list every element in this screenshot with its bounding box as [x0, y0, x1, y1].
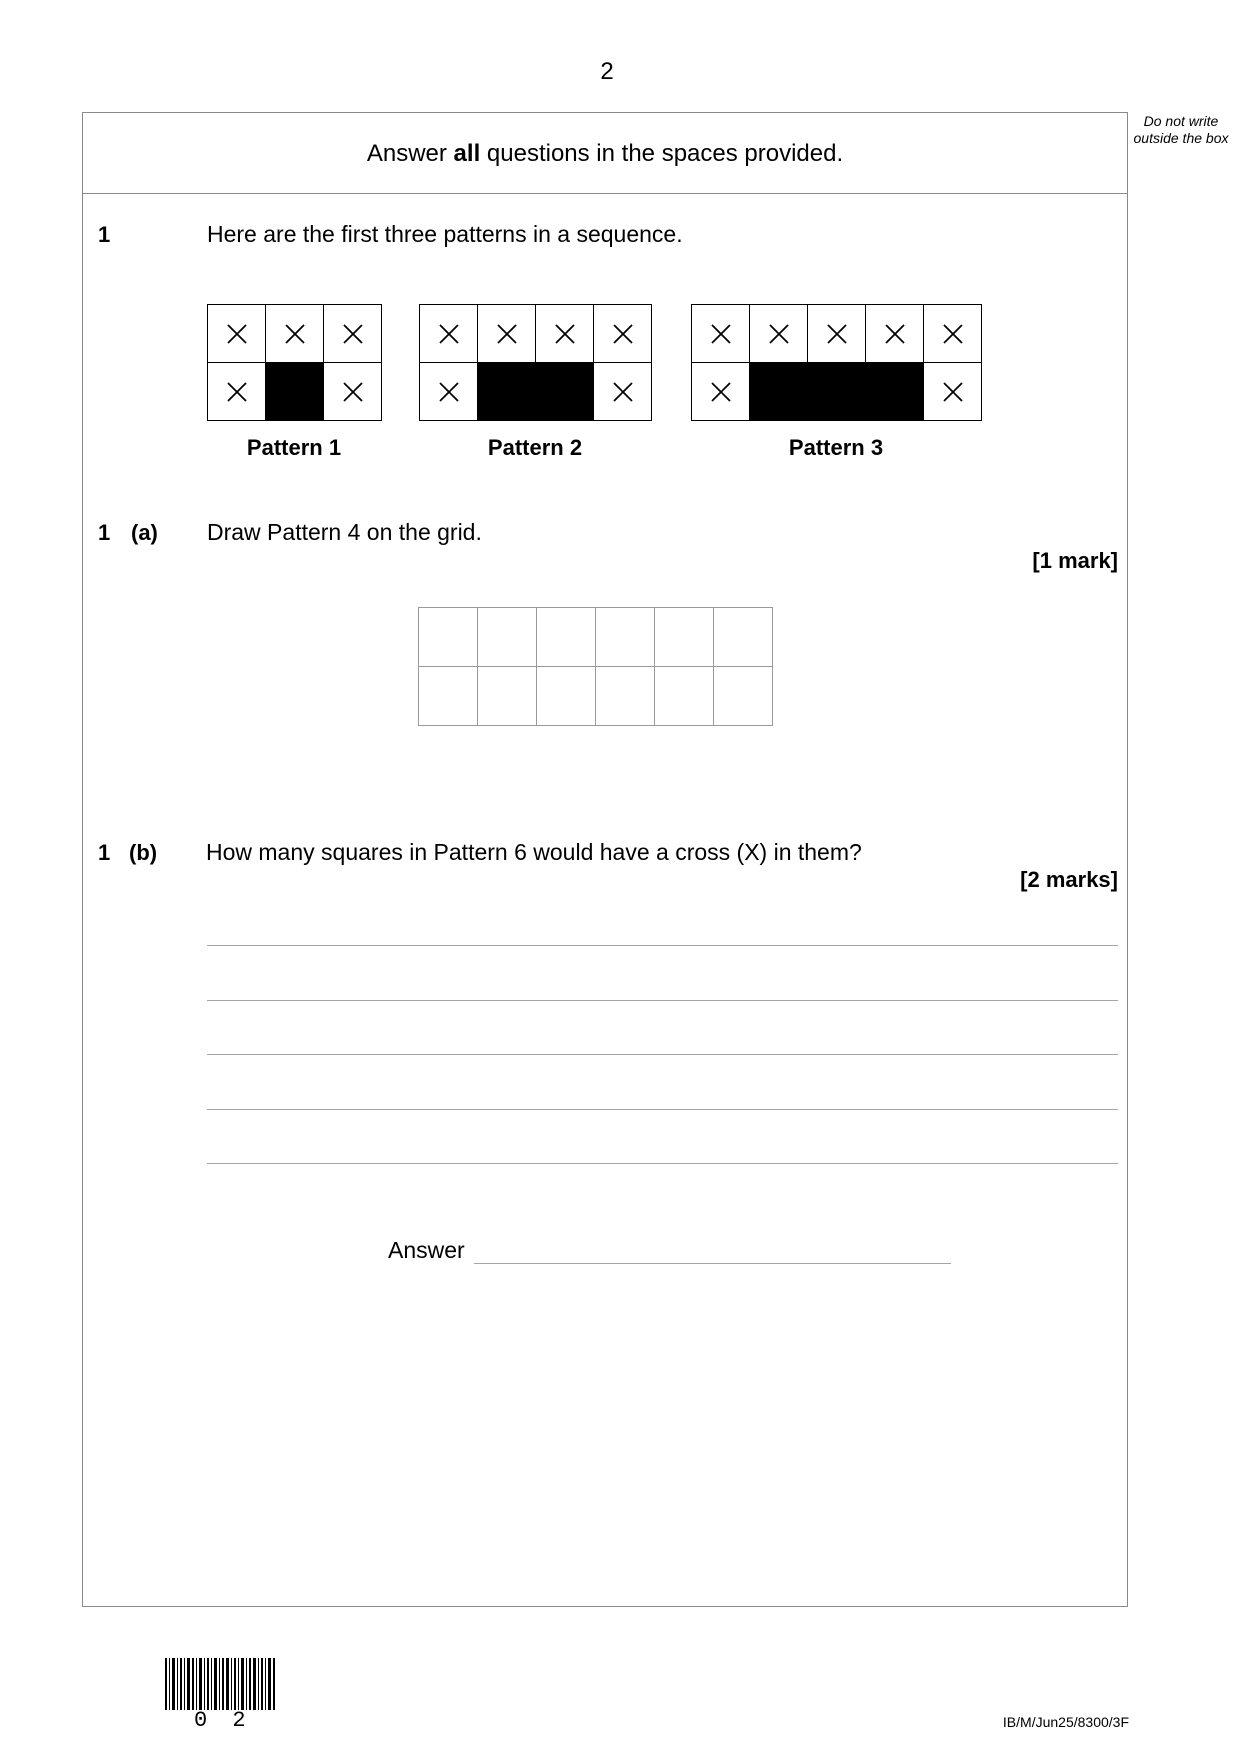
cross-icon — [612, 323, 634, 345]
working-line[interactable] — [207, 1109, 1118, 1110]
page-number: 2 — [600, 58, 614, 85]
instructions-text-2: questions in the spaces provided. — [480, 140, 844, 167]
part-a-number: 1 — [98, 520, 111, 545]
working-line[interactable] — [207, 1054, 1118, 1055]
barcode — [165, 1658, 277, 1710]
cross-icon — [438, 323, 460, 345]
cross-icon — [942, 381, 964, 403]
cross-icon — [826, 323, 848, 345]
question-number: 1 — [98, 222, 111, 247]
cross-square — [594, 305, 652, 363]
answer-label: Answer — [388, 1237, 465, 1263]
cross-square — [208, 305, 266, 363]
working-line[interactable] — [207, 945, 1118, 946]
shaded-square — [750, 363, 808, 421]
cross-square — [692, 363, 750, 421]
grid-cell[interactable] — [478, 608, 537, 667]
shaded-square — [808, 363, 866, 421]
instructions-text-1: Answer — [366, 140, 454, 167]
pattern-label: Pattern 2 — [487, 435, 583, 460]
grid-cell[interactable] — [419, 608, 478, 667]
part-b-marks: [2 marks] — [1020, 867, 1118, 892]
cross-icon — [612, 381, 634, 403]
grid-cell[interactable] — [714, 608, 773, 667]
cross-square — [420, 305, 478, 363]
cross-square — [420, 363, 478, 421]
header-divider — [82, 193, 1128, 194]
cross-square — [208, 363, 266, 421]
grid-cell[interactable] — [537, 667, 596, 726]
cross-icon — [554, 323, 576, 345]
cross-square — [808, 305, 866, 363]
part-a-label: (a) — [131, 520, 158, 545]
pattern-label: Pattern 1 — [246, 435, 342, 460]
shaded-square — [536, 363, 594, 421]
shaded-square — [266, 363, 324, 421]
cross-icon — [768, 323, 790, 345]
pattern-label: Pattern 3 — [788, 435, 884, 460]
cross-icon — [884, 323, 906, 345]
cross-square — [692, 305, 750, 363]
shaded-square — [866, 363, 924, 421]
grid-cell[interactable] — [596, 608, 655, 667]
part-b-text: How many squares in Pattern 6 would have a cross (X) in them? — [206, 839, 862, 865]
shaded-square — [478, 363, 536, 421]
grid-cell[interactable] — [478, 667, 537, 726]
part-a-text: Draw Pattern 4 on the grid. — [207, 519, 482, 545]
cross-icon — [496, 323, 518, 345]
pattern-2-diagram — [419, 304, 652, 421]
grid-cell[interactable] — [655, 667, 714, 726]
cross-icon — [438, 381, 460, 403]
instructions — [82, 140, 1128, 168]
instructions-emphasis: all — [453, 140, 481, 167]
grid-cell[interactable] — [537, 608, 596, 667]
cross-icon — [342, 381, 364, 403]
cross-icon — [226, 323, 248, 345]
cross-square — [536, 305, 594, 363]
cross-square — [324, 305, 382, 363]
cross-square — [478, 305, 536, 363]
part-b-number: 1 — [98, 840, 111, 865]
answer-line[interactable] — [474, 1263, 951, 1264]
part-b-label: (b) — [129, 840, 158, 865]
cross-square — [266, 305, 324, 363]
cross-icon — [710, 323, 732, 345]
cross-icon — [710, 381, 732, 403]
working-line[interactable] — [207, 1163, 1118, 1164]
grid-cell[interactable] — [419, 667, 478, 726]
margin-note: Do not write outside the box — [1133, 113, 1229, 146]
cross-icon — [284, 323, 306, 345]
paper-reference: IB/M/Jun25/8300/3F — [1002, 1714, 1129, 1730]
cross-icon — [342, 323, 364, 345]
cross-icon — [942, 323, 964, 345]
grid-cell[interactable] — [596, 667, 655, 726]
cross-square — [750, 305, 808, 363]
pattern-1-diagram — [207, 304, 382, 421]
cross-square — [924, 363, 982, 421]
pattern-4-grid[interactable] — [418, 607, 773, 726]
cross-square — [866, 305, 924, 363]
grid-cell[interactable] — [655, 608, 714, 667]
cross-square — [924, 305, 982, 363]
cross-icon — [226, 381, 248, 403]
part-a-marks: [1 mark] — [1032, 548, 1118, 573]
working-line[interactable] — [207, 1000, 1118, 1001]
cross-square — [594, 363, 652, 421]
barcode-digits: 0 2 — [194, 1708, 252, 1733]
pattern-3-diagram — [691, 304, 982, 421]
cross-square — [324, 363, 382, 421]
question-intro: Here are the first three patterns in a sequence. — [207, 221, 683, 247]
grid-cell[interactable] — [714, 667, 773, 726]
